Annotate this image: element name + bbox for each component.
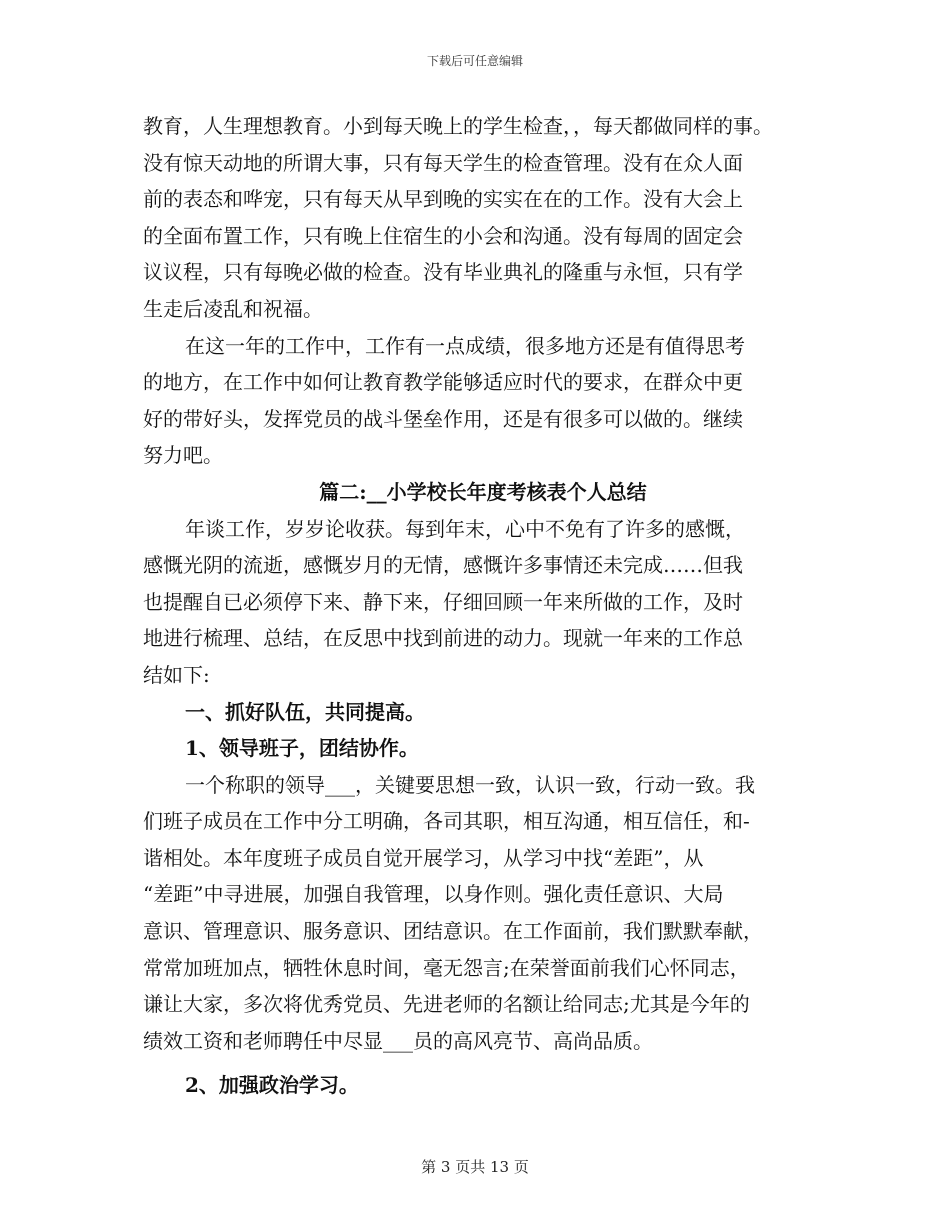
document-body [143,108,823,1104]
text-line: 教育，人生理想教育。小到每天晚上的学生检查，，每天都做同样的事。 [143,114,773,138]
section-title: 篇二:__小学校长年度考核表个人总结 [319,479,647,504]
text-line: 谐相处。本年度班子成员自觉开展学习，从学习中找“差距”，从 [143,845,704,870]
text-line: 们班子成员在工作中分工明确，各司其职，相互沟通，相互信任，和- [143,809,750,834]
text-line: 议议程，只有每晚必做的检查。没有毕业典礼的隆重与永恒，只有学 [143,260,743,285]
page-footer: 第 3 页共 13 页 [421,1158,529,1176]
subsection-heading: 1、领导班子，团结协作。 [185,736,419,761]
text-line: 谦让大家，多次将优秀党员、先进老师的名额让给同志;尤其是今年的 [143,992,750,1017]
spacer [143,1059,823,1067]
text-line: 好的带好头，发挥党员的战斗堡垒作用，还是有很多可以做的。继续 [143,406,743,431]
text-line: 绩效工资和老师聘任中尽显___员的高风亮节、高尚品质。 [143,1028,653,1053]
text-line: 地进行梳理、总结，在反思中找到前进的动力。现就一年来的工作总 [143,626,743,651]
text-line: 前的表态和哗宠，只有每天从早到晚的实实在在的工作。没有大会上 [143,187,743,212]
text-line: 努力吧。 [143,443,223,468]
text-line: 的全面布置工作，只有晚上住宿生的小会和沟通。没有每周的固定会 [143,223,743,248]
text-line: 意识、管理意识、服务意识、团结意识。在工作面前，我们默默奉献， [143,919,763,944]
text-line: “差距”中寻进展，加强自我管理，以身作则。强化责任意识、大局 [143,882,724,907]
paragraph-start-line: 一个称职的领导___，关键要思想一致，认识一致，行动一致。我 [185,772,755,797]
text-line: 常常加班加点，牺牲休息时间，毫无怨言;在荣誉面前我们心怀同志， [143,955,750,980]
subsection-heading: 一、抓好队伍，共同提高。 [185,699,425,724]
text-line: 没有惊天动地的所谓大事，只有每天学生的检查管理。没有在众人面 [143,150,743,175]
text-line: 也提醒自已必须停下来、静下来，仔细回顾一年来所做的工作，及时 [143,589,743,614]
text-line: 结如下: [143,662,210,687]
page-header: 下载后可任意编辑 [426,54,523,68]
text-line: 生走后凌乱和祝福。 [143,296,323,321]
subsection-heading: 2、加强政治学习。 [185,1073,359,1098]
text-line: 的地方，在工作中如何让教育教学能够适应时代的要求，在群众中更 [143,370,743,395]
paragraph-start-line: 年谈工作，岁岁论收获。每到年末，心中不免有了许多的感慨， [185,516,745,541]
text-line: 感慨光阴的流逝，感慨岁月的无情，感慨许多事情还未完成……但我 [143,553,743,578]
paragraph-start-line: 在这一年的工作中，工作有一点成绩，很多地方还是有值得思考 [185,333,745,358]
